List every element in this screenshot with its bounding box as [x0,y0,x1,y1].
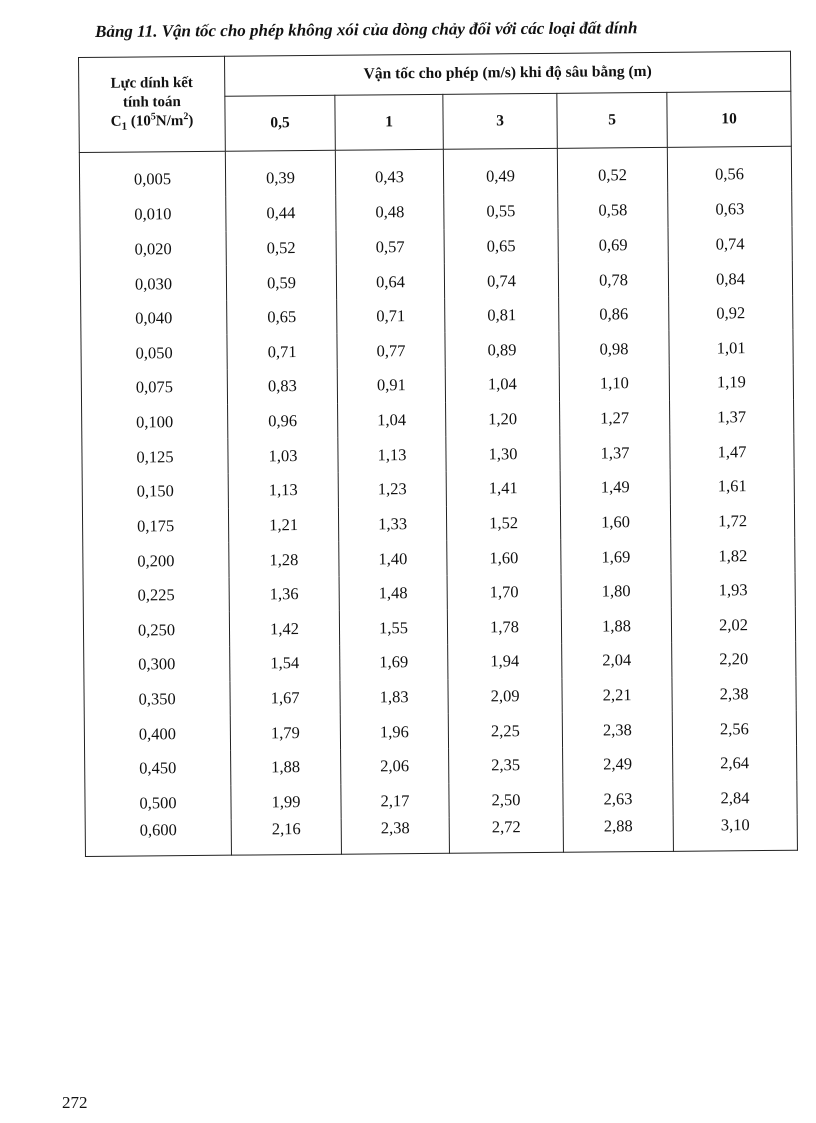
velocity-value-cell: 1,21 [228,507,338,543]
cohesion-header-exponent2: 2 [183,111,189,123]
velocity-value-cell: 1,88 [561,608,671,644]
depth-header: 10 [667,91,792,147]
velocity-value-cell: 2,84 [673,780,797,816]
table-row [79,146,791,198]
depth-header: 5 [557,92,667,148]
velocity-value-cell: 1,55 [339,610,447,646]
velocity-value-cell: 2,88 [563,816,673,852]
velocity-value-cell: 0,84 [668,261,792,297]
cohesion-header-unit-mid: N/m [155,113,184,130]
velocity-value-cell: 1,88 [231,750,341,786]
velocity-value-cell: 1,20 [446,402,560,438]
velocity-value-cell: 0,52 [557,147,667,193]
depth-header: 1 [335,94,443,150]
velocity-value-cell: 0,98 [559,331,669,367]
velocity-value-cell: 0,57 [336,229,444,265]
velocity-value-cell: 0,74 [668,226,792,262]
velocity-value-cell: 0,78 [558,262,668,298]
velocity-value-cell: 2,02 [671,607,795,643]
velocity-value-cell: 0,44 [226,196,336,232]
velocity-value-cell: 1,23 [338,472,446,508]
cohesion-value-cell: 0,050 [81,335,227,371]
velocity-value-cell: 1,67 [230,680,340,716]
page-number: 272 [62,1093,88,1112]
velocity-value-cell: 1,79 [230,715,340,751]
cohesion-value-cell: 0,010 [80,197,226,233]
velocity-value-cell: 2,49 [563,747,673,783]
velocity-value-cell: 2,06 [341,749,449,785]
velocity-value-cell: 1,33 [338,506,446,542]
velocity-value-cell: 0,92 [669,296,793,332]
velocity-value-cell: 1,93 [671,573,795,609]
velocity-value-cell: 2,50 [449,782,563,818]
velocity-value-cell: 1,52 [446,505,560,541]
velocity-value-cell: 0,39 [225,150,335,196]
velocity-value-cell: 1,04 [338,403,446,439]
velocity-table [78,51,797,857]
velocity-value-cell: 1,28 [229,542,339,578]
depth-header: 3 [443,93,557,149]
cohesion-value-cell: 0,150 [82,474,228,510]
velocity-value-cell: 0,74 [444,263,558,299]
cohesion-value-cell: 0,350 [84,681,230,717]
cohesion-header-line1: Lực dính kết [110,74,193,92]
velocity-value-cell: 1,80 [561,574,671,610]
velocity-value-cell: 0,43 [335,149,443,195]
cohesion-value-cell: 0,020 [80,231,226,267]
velocity-value-cell: 1,30 [446,436,560,472]
velocity-value-cell: 2,25 [448,713,562,749]
cohesion-header-line2: tính toán [122,93,181,111]
velocity-value-cell: 0,52 [226,230,336,266]
velocity-value-cell: 0,71 [227,334,337,370]
cohesion-value-cell: 0,100 [82,404,228,440]
cohesion-column-header [79,56,226,152]
cohesion-value-cell: 0,450 [85,751,231,787]
velocity-value-cell: 0,48 [336,195,444,231]
cohesion-header-symbol: C [110,113,122,131]
velocity-value-cell: 0,59 [226,265,336,301]
cohesion-header-unit-close: ) [188,113,194,130]
cohesion-value-cell: 0,300 [84,647,230,683]
cohesion-value-cell: 0,125 [82,439,228,475]
velocity-value-cell: 1,61 [670,469,794,505]
velocity-group-header: Vận tốc cho phép (m/s) khi độ sâu bằng (m) [224,51,790,96]
depth-header: 0,5 [225,95,335,151]
cohesion-header-exponent: 5 [150,111,156,123]
velocity-value-cell: 0,89 [445,332,559,368]
velocity-value-cell: 3,10 [673,815,797,851]
table-caption: Bảng 11. Vận tốc cho phép không xói của dòng chảy đối với các loại đất dính [95,18,638,41]
velocity-value-cell: 1,99 [231,784,341,820]
velocity-value-cell: 0,71 [337,299,445,335]
velocity-value-cell: 2,09 [448,679,562,715]
velocity-value-cell: 2,04 [562,643,672,679]
velocity-value-cell: 0,86 [559,297,669,333]
cohesion-value-cell: 0,005 [79,151,225,198]
velocity-value-cell: 2,35 [449,748,563,784]
cohesion-header-unit-open: (10 [127,113,151,130]
velocity-value-cell: 1,42 [229,611,339,647]
velocity-value-cell: 0,64 [336,264,444,300]
velocity-value-cell: 1,13 [338,437,446,473]
velocity-value-cell: 1,37 [560,435,670,471]
velocity-value-cell: 1,19 [669,365,793,401]
velocity-value-cell: 2,20 [672,642,796,678]
velocity-value-cell: 1,27 [560,401,670,437]
velocity-value-cell: 0,65 [444,228,558,264]
cohesion-header-subscript: 1 [121,120,128,133]
cohesion-value-cell: 0,175 [82,508,228,544]
cohesion-value-cell: 0,400 [84,716,230,752]
velocity-value-cell: 1,49 [560,470,670,506]
cohesion-value-cell: 0,500 [85,785,231,821]
velocity-value-cell: 1,37 [670,400,794,436]
velocity-value-cell: 1,54 [230,646,340,682]
cohesion-value-cell: 0,225 [83,578,229,614]
velocity-value-cell: 0,91 [337,368,445,404]
velocity-value-cell: 1,47 [670,434,794,470]
velocity-value-cell: 2,63 [563,781,673,817]
velocity-value-cell: 1,83 [340,680,448,716]
cohesion-value-cell: 0,075 [81,370,227,406]
velocity-value-cell: 1,13 [228,473,338,509]
velocity-value-cell: 0,58 [558,193,668,229]
velocity-value-cell: 0,77 [337,333,445,369]
velocity-value-cell: 0,63 [668,192,792,228]
velocity-value-cell: 2,38 [672,676,796,712]
velocity-value-cell: 2,17 [341,783,449,819]
velocity-value-cell: 1,60 [447,540,561,576]
velocity-value-cell: 1,10 [559,366,669,402]
velocity-value-cell: 0,83 [227,369,337,405]
velocity-value-cell: 2,72 [449,817,563,853]
velocity-value-cell: 0,65 [227,300,337,336]
velocity-value-cell: 2,16 [231,819,341,855]
cohesion-value-cell: 0,600 [85,820,231,857]
velocity-value-cell: 1,69 [340,645,448,681]
cohesion-value-cell: 0,200 [83,543,229,579]
velocity-value-cell: 0,81 [445,298,559,334]
cohesion-value-cell: 0,030 [80,266,226,302]
velocity-value-cell: 2,64 [673,746,797,782]
velocity-value-cell: 1,48 [339,576,447,612]
velocity-value-cell: 1,60 [560,504,670,540]
velocity-value-cell: 0,69 [558,227,668,263]
velocity-value-cell: 1,41 [446,471,560,507]
velocity-value-cell: 1,78 [447,609,561,645]
velocity-value-cell: 0,56 [667,146,791,193]
velocity-value-cell: 0,49 [443,148,557,194]
velocity-value-cell: 0,96 [228,403,338,439]
velocity-value-cell: 2,56 [672,711,796,747]
table-body [79,146,797,856]
velocity-value-cell: 1,01 [669,330,793,366]
velocity-value-cell: 1,36 [229,577,339,613]
velocity-value-cell: 1,82 [671,538,795,574]
velocity-value-cell: 2,38 [562,712,672,748]
velocity-value-cell: 1,70 [447,575,561,611]
velocity-value-cell: 1,03 [228,438,338,474]
velocity-value-cell: 1,72 [670,503,794,539]
velocity-value-cell: 1,40 [339,541,447,577]
velocity-value-cell: 1,94 [448,644,562,680]
velocity-value-cell: 2,21 [562,678,672,714]
velocity-value-cell: 1,69 [561,539,671,575]
velocity-value-cell: 2,38 [341,818,449,854]
cohesion-value-cell: 0,250 [83,612,229,648]
cohesion-value-cell: 0,040 [81,301,227,337]
velocity-value-cell: 1,96 [340,714,448,750]
velocity-value-cell: 0,55 [444,194,558,230]
velocity-value-cell: 1,04 [445,367,559,403]
table-row [85,815,797,856]
